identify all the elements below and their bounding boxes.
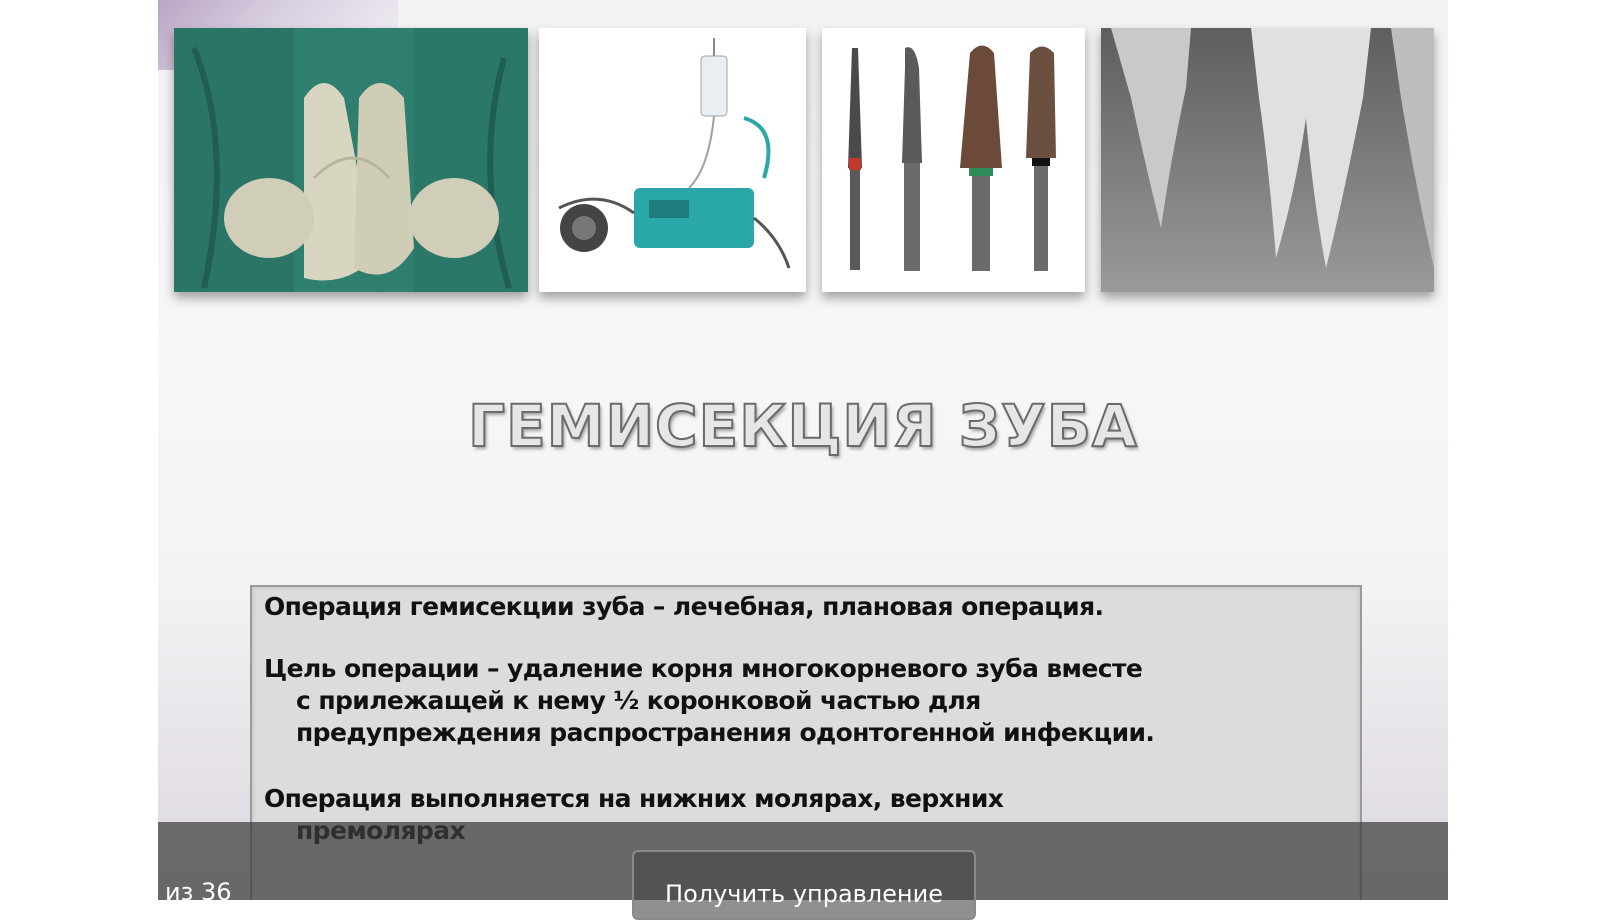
paragraph-operation-type <box>264 591 1103 623</box>
paragraph-line: Операция выполняется на нижних молярах, верхних <box>264 784 1004 813</box>
dental-burs-photo <box>822 28 1085 292</box>
paragraph-text: Операция гемисекции зуба – лечебная, плановая операция. <box>264 592 1104 621</box>
paragraph-line: с прилежащей к нему ½ коронковой частью для <box>296 686 981 715</box>
paragraph-operation-goal <box>264 653 1154 749</box>
paragraph-line: Цель операции – удаление корня многокорневого зуба вместе <box>264 654 1143 683</box>
request-control-button[interactable]: Получить управление <box>632 850 976 920</box>
surgeon-gloved-hands-photo <box>174 28 528 292</box>
paragraph-line: предупреждения распространения одонтогенной инфекции. <box>296 718 1155 747</box>
slide-title: ГЕМИСЕКЦИЯ ЗУБА <box>468 392 1138 460</box>
slide <box>158 0 1448 900</box>
surgical-unit-photo <box>539 28 806 292</box>
page-counter: из 36 <box>165 878 232 906</box>
dental-xray-photo <box>1101 28 1434 292</box>
